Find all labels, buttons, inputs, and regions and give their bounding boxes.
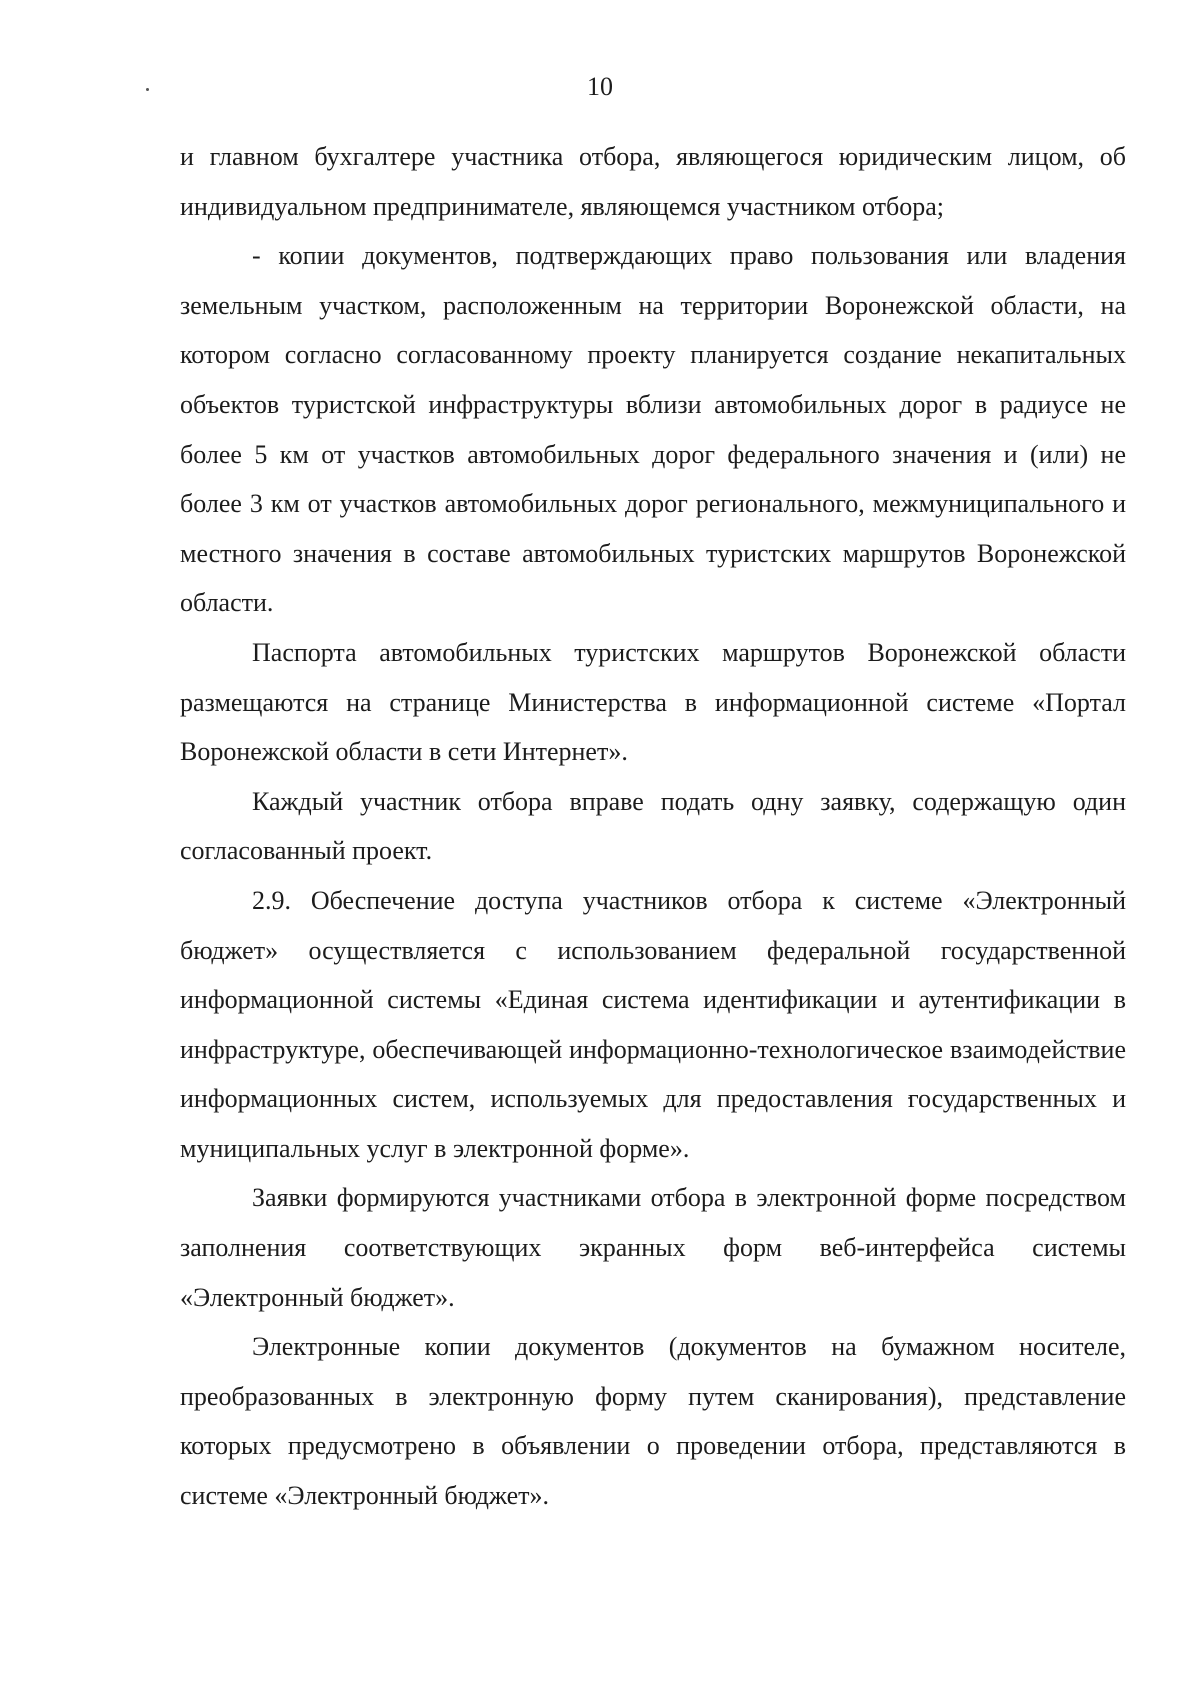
paragraph: - копии документов, подтверждающих право пользования или владения земельным участком, расположенным на территории Воронежской области, на котором согласно согласованному проекту планируется создание некапитальных объектов туристской инфраструктуры вблизи автомобильных дорог в радиусе не более 5 км от участков автомобильных дорог федерального значения и (или) не более 3 км от участков автомобильных дорог регионального, межмуниципального и местного значения в составе автомобильных туристских маршрутов Воронежской области. (180, 241, 1126, 618)
page-number: 10 (587, 72, 613, 101)
paragraph: Заявки формируются участниками отбора в электронной форме посредством заполнения соответствующих экранных форм веб-интерфейса системы «Электронный бюджет». (180, 1183, 1126, 1312)
paragraph: Электронные копии документов (документов на бумажном носителе, преобразованных в электронную форму путем сканирования), представление которых предусмотрено в объявлении о проведении отбора, представляются в системе «Электронный бюджет». (180, 1332, 1126, 1511)
document-body (180, 132, 1126, 1521)
paragraph: Паспорта автомобильных туристских маршрутов Воронежской области размещаются на странице Министерства в информационной системе «Портал Воронежской области в сети Интернет». (180, 637, 1126, 767)
paragraph-continuation: и главном бухгалтере участника отбора, являющегося юридическим лицом, об индивидуальном предпринимателе, являющемся участником отбора; (180, 142, 1126, 221)
paragraph-section-2-9: 2.9. Обеспечение доступа участников отбора к системе «Электронный бюджет» осуществляется с использованием федеральной государственной информационной системы «Единая система идентификации и аутентификации в инфраструктуре, обеспечивающей информационно-технологическое взаимодействие информационных систем, используемых для предоставления государственных и муниципальных услуг в электронной форме». (180, 885, 1126, 1163)
paragraph: Каждый участник отбора вправе подать одну заявку, содержащую один согласованный проект. (180, 786, 1126, 866)
